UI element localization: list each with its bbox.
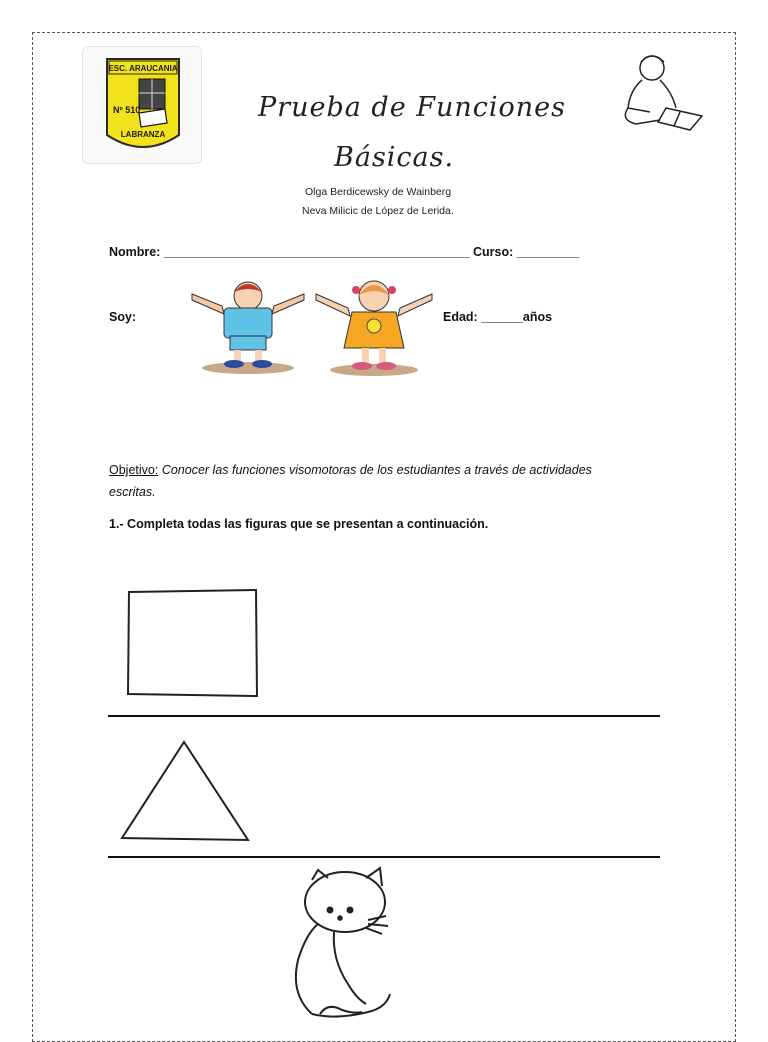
divider-1 [108, 715, 660, 717]
name-field[interactable]: Nombre: ____________________________________________ [109, 245, 470, 259]
school-shield-icon [83, 47, 201, 163]
page-title-line2: Básicas. [334, 142, 455, 173]
cat-figure[interactable] [290, 864, 400, 1024]
age-field[interactable]: Edad: ______años [443, 310, 553, 324]
course-field[interactable]: Curso: _________ [473, 245, 580, 259]
logo-top-text: ESC. ARAUCANIA [108, 64, 178, 73]
objective-text [109, 459, 639, 503]
logo-bottom-text: LABRANZA [120, 130, 166, 139]
instruction-1: 1.- Completa todas las figuras que se presentan a continuación. [109, 517, 489, 531]
soy-label: Soy: [109, 310, 137, 324]
objective-description: Conocer las funciones visomotoras de los estudiantes a través de actividades escritas. [109, 463, 592, 499]
logo-number: Nº 510 [113, 105, 141, 115]
reading-child-illustration [610, 50, 710, 136]
boy-option-illustration[interactable] [188, 276, 308, 376]
author-2: Neva Milicic de López de Lerida. [302, 205, 454, 217]
triangle-figure[interactable] [118, 736, 254, 844]
divider-2 [108, 856, 660, 858]
objective-label: Objetivo: [109, 463, 159, 477]
school-logo [82, 46, 202, 164]
square-figure[interactable] [124, 586, 260, 702]
author-1: Olga Berdicewsky de Wainberg [305, 186, 452, 198]
girl-option-illustration[interactable] [312, 278, 436, 376]
page-title-line1: Prueba de Funciones [258, 92, 566, 123]
